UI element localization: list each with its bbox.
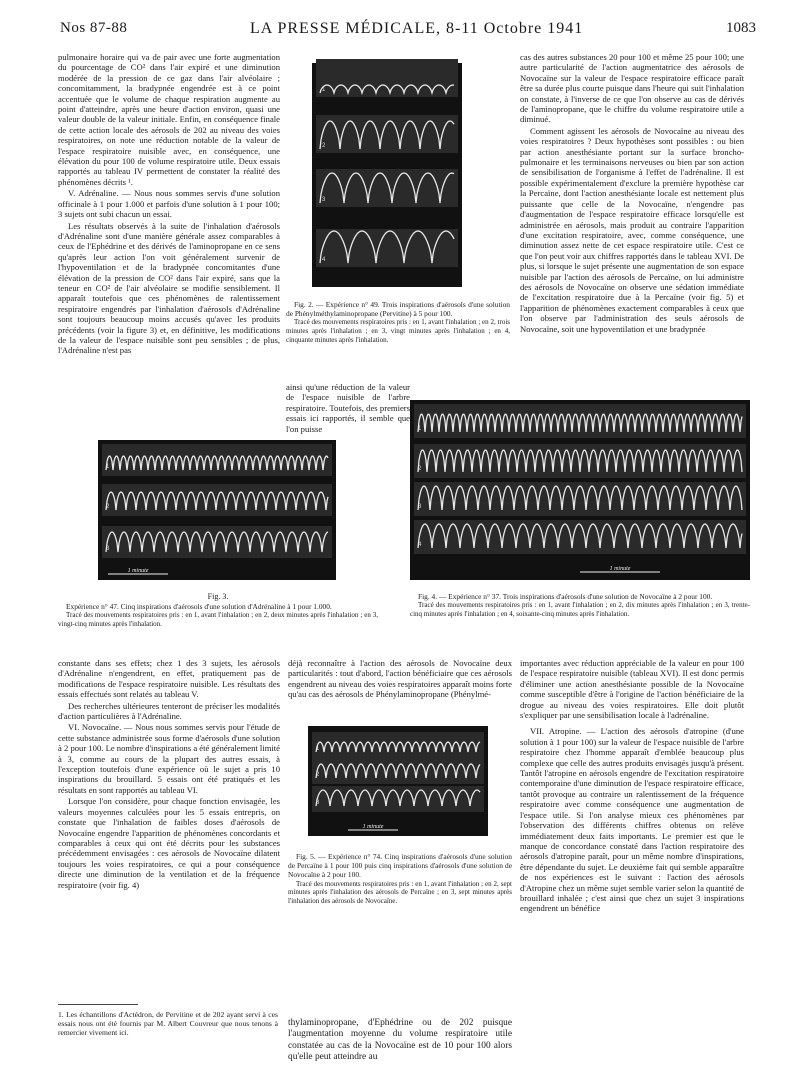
trace-number-1: 1 bbox=[316, 746, 320, 752]
paragraph: importantes avec réduction appréciable de la valeur en pour 100 de l'espace respiratoire nuisible (tableau XVI). Il est donc permis d'éliminer une action anesthésiante possible de la Novocaïne comme susceptible d'être à l'origine de l'action bénéficiaire de la drogue au niveau des voies respiratoires. Elle doit plutôt s'expliquer par une sensibilisation locale à l'adrénaline. bbox=[520, 658, 744, 721]
figure-2-svg bbox=[312, 63, 462, 287]
figure-3-trace bbox=[98, 440, 336, 580]
column-2-bottom-end-text bbox=[288, 1018, 512, 1068]
column-1-top-text bbox=[58, 52, 280, 392]
trace-number-1: 1 bbox=[106, 464, 110, 470]
minute-scale-label: 1 minute bbox=[609, 566, 631, 572]
figure-4-svg bbox=[410, 400, 750, 580]
figure-3-caption bbox=[58, 592, 378, 642]
minute-scale-label: 1 minute bbox=[362, 824, 384, 830]
trace-panel-3 bbox=[414, 482, 746, 516]
section-novocaine: VI. Novocaïne. — Nous nous sommes servis pour l'étude de cette substance administrée sous forme d'aérosols d'une solution à 2 pour 100. Le nombre d'inspirations a été généralement limité à 3, comme au cours de la plupart des autres essais, à l'exception toutefois d'une expérience où le sujet a pris 10 inspirations du brouillard. 5 essais ont été pratiqués et les résultats en sont rapportés au tableau VI. bbox=[58, 722, 280, 795]
column-3-top-text bbox=[520, 52, 744, 392]
figure-2-trace bbox=[312, 63, 462, 287]
trace-number-3: 3 bbox=[418, 504, 422, 510]
trace-number-1: 1 bbox=[418, 426, 422, 432]
paragraph: cas des autres substances 20 pour 100 et même 25 pour 100; une autre particularité de l'action augmentatrice des aérosols de Novocaïne sur la valeur de l'espace respiratoire efficace paraît être sa durée plus courte puisque dans l'heure qui suit l'inhalation on constate, à l'inverse de ce que l'on observe au cas de dérivés de l'aminopropane, que le chiffre du volume respiratoire utile a diminué. bbox=[520, 52, 744, 125]
footnote-rule bbox=[58, 1004, 138, 1005]
trace-panel-3 bbox=[102, 526, 332, 558]
figure-5-trace bbox=[308, 726, 488, 836]
section-adrenaline: V. Adrénaline. — Nous nous sommes servis d'une solution officinale à 1 pour 1.000 et parfois d'une solution à 1 pour 100; 3 sujets ont subi chacun un essai. bbox=[58, 188, 280, 220]
paragraph: Lorsque l'on considère, pour chaque fonction envisagée, les valeurs moyennes calculées pour les 5 essais entrepris, on constate que l'inhalation de faibles doses d'aérosols de Novocaïne engendre l'apparition de phénomènes concordants et comparables à ceux qui ont été décrits pour les substances précédemment envisagées : ces aérosols de Novocaïne dilatent toujours les voies respiratoires, ce qui a pour conséquence directe une diminution de la ventilation et de la fréquence respiratoire (voir fig. 4) bbox=[58, 796, 280, 890]
paragraph: Comment agissent les aérosols de Novocaïne au niveau des voies respiratoires ? Deux hypothèses sont possibles : ou bien par action anesthésiante portant sur la surface broncho-pulmonaire et les terminaisons nerveuses ou bien par son action de sensibilisation de l'organisme à l'effet de l'adrénaline. Il est possible expérimentalement d'exclure la première hypothèse car la Percaïne, dont l'action anesthésiante locale est nettement plus puissante que celle de la Novocaïne, n'engendre pas d'augmentation de l'espace respiratoire efficace lorsqu'elle est administrée en aérosols, mais produit au contraire l'apparition d'une excitation respiratoire, avec, comme conséquence, une diminution assez nette de cet espace respiratoire utile. C'est ce que l'on peut voir aux chiffres rapportés dans le tableau XVI. De plus, si lorsque le sujet présente une augmentation de son espace nuisible par l'action des aérosols de Percaïne, on lui administre des aérosols de Novocaïne on observe une sédation immédiate de l'excitation respiratoire due à la Percaïne (voir fig. 5) et l'apparition de phénomènes exactement comparables à ceux que l'on observe par l'administration des seuls aérosols de Novocaïne, soit une hypoventilation et une bradypnée bbox=[520, 125, 744, 334]
trace-number-3: 3 bbox=[106, 546, 110, 552]
column-3-bottom-text bbox=[520, 658, 744, 1068]
trace-number-2: 2 bbox=[418, 466, 422, 472]
figure-2-description: Tracé des mouvements respiratoires pris : en 1, avant l'inhalation ; en 2, trois minutes après l'inhalation ; en 3, vingt minutes après l'inhalation ; en 4, cinquante minutes après l'inhalation. bbox=[286, 318, 510, 344]
paragraph: déjà reconnaître à l'action des aérosols de Novocaïne deux particularités : tout d'abord, l'action bénéficiaire que ces aérosols engendrent au niveau des voies respiratoires apparaît moins forte qu'au cas des aérosols de Phénylaminopropane (Phénylmé- bbox=[288, 658, 512, 700]
figure-3-svg bbox=[98, 440, 336, 580]
trace-panel-3 bbox=[316, 169, 458, 207]
paragraph: thylaminopropane, d'Ephédrine ou de 202 puisque l'augmentation moyenne du volume respiratoire utile constatée au cas de la Novocaïne est de 10 pour 100 alors qu'elle peut atteindre au bbox=[288, 1018, 512, 1063]
figure-3-title: Expérience n° 47. Cinq inspirations d'aérosols d'une solution d'Adrénaline à 1 pour 1.000. bbox=[66, 602, 332, 612]
column-1-bottom-text bbox=[58, 658, 280, 996]
trace-number-2: 2 bbox=[322, 143, 326, 149]
page-number: 1083 bbox=[726, 20, 756, 36]
figure-4-caption bbox=[410, 592, 750, 642]
minute-scale-label: 1 minute bbox=[127, 568, 149, 574]
paragraph: pulmonaire horaire qui va de pair avec une forte augmentation du pourcentage de CO² dans l'air expiré et une diminution modérée de la pression de ce gaz dans l'air alvéolaire ; concomitamment, la bradypnée engendrée est à ce point accentuée que le volume de chaque respiration augmente au point d'atteindre, après une heure d'action environ, quasi une valeur double de la valeur initiale. Enfin, en conséquence finale de cette action locale des aérosols de 202 au niveau des voies respiratoires, on note une réduction notable de la valeur de l'espace respiratoire nuisible avec, en conséquence, une élévation du pour 100 de volume respiratoire utile. Deux essais rapportés au tableau IV permettent de constater la réalité des phénomènes décrits ¹. bbox=[58, 52, 280, 187]
figure-4-trace bbox=[410, 400, 750, 580]
trace-number-1: 1 bbox=[322, 87, 326, 93]
figure-2-caption bbox=[286, 300, 510, 370]
figure-2-title: Fig. 2. — Expérience n° 49. Trois inspirations d'aérosols d'une solution de Phénylméthylaminopropane (Pervitine) à 5 pour 100. bbox=[286, 300, 510, 319]
trace-number-4: 4 bbox=[418, 542, 422, 548]
paragraph: Les résultats observés à la suite de l'inhalation d'aérosols d'Adrénaline sont d'une manière générale assez comparables à ceux de l'Ephédrine et des dérivés de l'aminopropane en ce sens qu'après leur action l'on voit généralement survenir de l'hypoventilation et de la bradypnée concomitantes d'une élévation de la pression de CO² dans l'air expiré, sans que la teneur en CO² de l'air alvéolaire se modifie sensiblement. Il apparaît toutefois que ces phénomènes de ralentissement respiratoire engendrés par l'inhalation d'aérosols d'Adrénaline sont toujours beaucoup moins accusés qu'avec les produits précédents (voir la figure 3) et, en définitive, les modifications de la valeur de l'espace nuisible sont peu sensibles ; de plus, l'Adrénaline n'est pas bbox=[58, 220, 280, 356]
footnote: 1. Les échantillons d'Actédron, de Pervitine et de 202 ayant servi à ces essais nous ont été fournis par M. Albert Couvreur que nous tenons à remercier vivement ici. bbox=[58, 1010, 278, 1037]
page-header bbox=[60, 18, 756, 40]
figure-5-title: Fig. 5. — Expérience n° 74. Cinq inspirations d'aérosols d'une solution de Percaïne à 1 pour 100 puis cinq inspirations d'aérosols d'une solution de Novocaïne à 2 pour 100. bbox=[288, 852, 512, 880]
figure-4-description: Tracé des mouvements respiratoires pris : en 1, avant l'inhalation ; en 2, dix minutes après l'inhalation ; en 3, trente-cinq minutes après l'inhalation ; en 4, soixante-cinq minutes après l'inhalation. bbox=[410, 601, 750, 618]
issue-number: Nos 87-88 bbox=[60, 20, 128, 36]
trace-number-3: 3 bbox=[316, 800, 320, 806]
figure-5-caption bbox=[288, 852, 512, 936]
figure-5-description: Tracé des mouvements respiratoires pris : en 1, avant l'inhalation ; en 2, sept minutes après l'inhalation des aérosols de Percaïne ; en 3, sept minutes après l'inhalation des aérosols de Novocaïne. bbox=[288, 879, 512, 905]
trace-panel-4 bbox=[316, 229, 458, 267]
paragraph: ainsi qu'une réduction de la valeur de l'espace nuisible de l'arbre respiratoire. Toutefois, des premiers essais ici rapportés, il semble que l'on puisse bbox=[286, 382, 410, 434]
figure-3-label: Fig. 3. bbox=[207, 592, 229, 601]
column-2-bottom-top-text bbox=[288, 658, 512, 714]
section-atropine: VII. Atropine. — L'action des aérosols d'atropine (d'une solution à 1 pour 100) sur la valeur de l'espace nuisible de l'arbre respiratoire chez l'homme apparaît d'emblée beaucoup plus complexe que celle des autres produits envisagés jusqu'à présent. Tantôt l'atropine en aérosols engendre de l'excitation respiratoire contemporaine d'une diminution de l'espace respiratoire efficace, tantôt provoque au contraire un ralentissement de la fréquence respiratoire avec comme conséquence une augmentation de l'espace utile. Si l'on analyse mieux ces phénomènes par l'observation des différents chiffres obtenus on relève immédiatement deux faits importants. Le premier est que le manque de concordance constaté dans l'action respiratoire des aérosols d'atropine paraît, pour un même nombre d'inspirations, être dépendante du sujet. Le deuxième fait qui semble apparaître de nos expériences est le suivant : l'action des aérosols d'Atropine chez un même sujet semble varier selon la quantité de brouillard inhalée ; c'est ainsi que chez un sujet 3 inspirations engendrent un bénéfice bbox=[520, 726, 744, 914]
trace-panel-1 bbox=[316, 59, 458, 97]
trace-panel-2 bbox=[312, 758, 484, 784]
trace-number-2: 2 bbox=[316, 772, 320, 778]
figure-5-svg bbox=[308, 726, 488, 836]
column-2-mid-text bbox=[286, 382, 410, 434]
journal-title: LA PRESSE MÉDICALE, 8-11 Octobre 1941 bbox=[250, 20, 584, 37]
paragraph: constante dans ses effets; chez 1 des 3 sujets, les aérosols d'Adrénaline n'engendrent, en effet, pratiquement pas de modifications de l'espace respiratoire nuisible. Les résultats des essais effectués sont relatés au tableau V. bbox=[58, 658, 280, 700]
figure-3-description: Tracé des mouvements respiratoires pris : en 1, avant l'inhalation ; en 2, deux minutes après l'inhalation ; en 3, vingt-cinq minutes après l'inhalation. bbox=[58, 611, 378, 628]
trace-number-2: 2 bbox=[106, 504, 110, 510]
trace-number-4: 4 bbox=[322, 257, 326, 263]
figure-4-title: Fig. 4. — Expérience n° 37. Trois inspirations d'aérosols d'une solution de Novocaïne à 2 pour 100. bbox=[418, 592, 713, 601]
paragraph: Des recherches ultérieures tenteront de préciser les modalités d'action particulières à l'Adrénaline. bbox=[58, 700, 280, 722]
trace-number-3: 3 bbox=[322, 197, 326, 203]
